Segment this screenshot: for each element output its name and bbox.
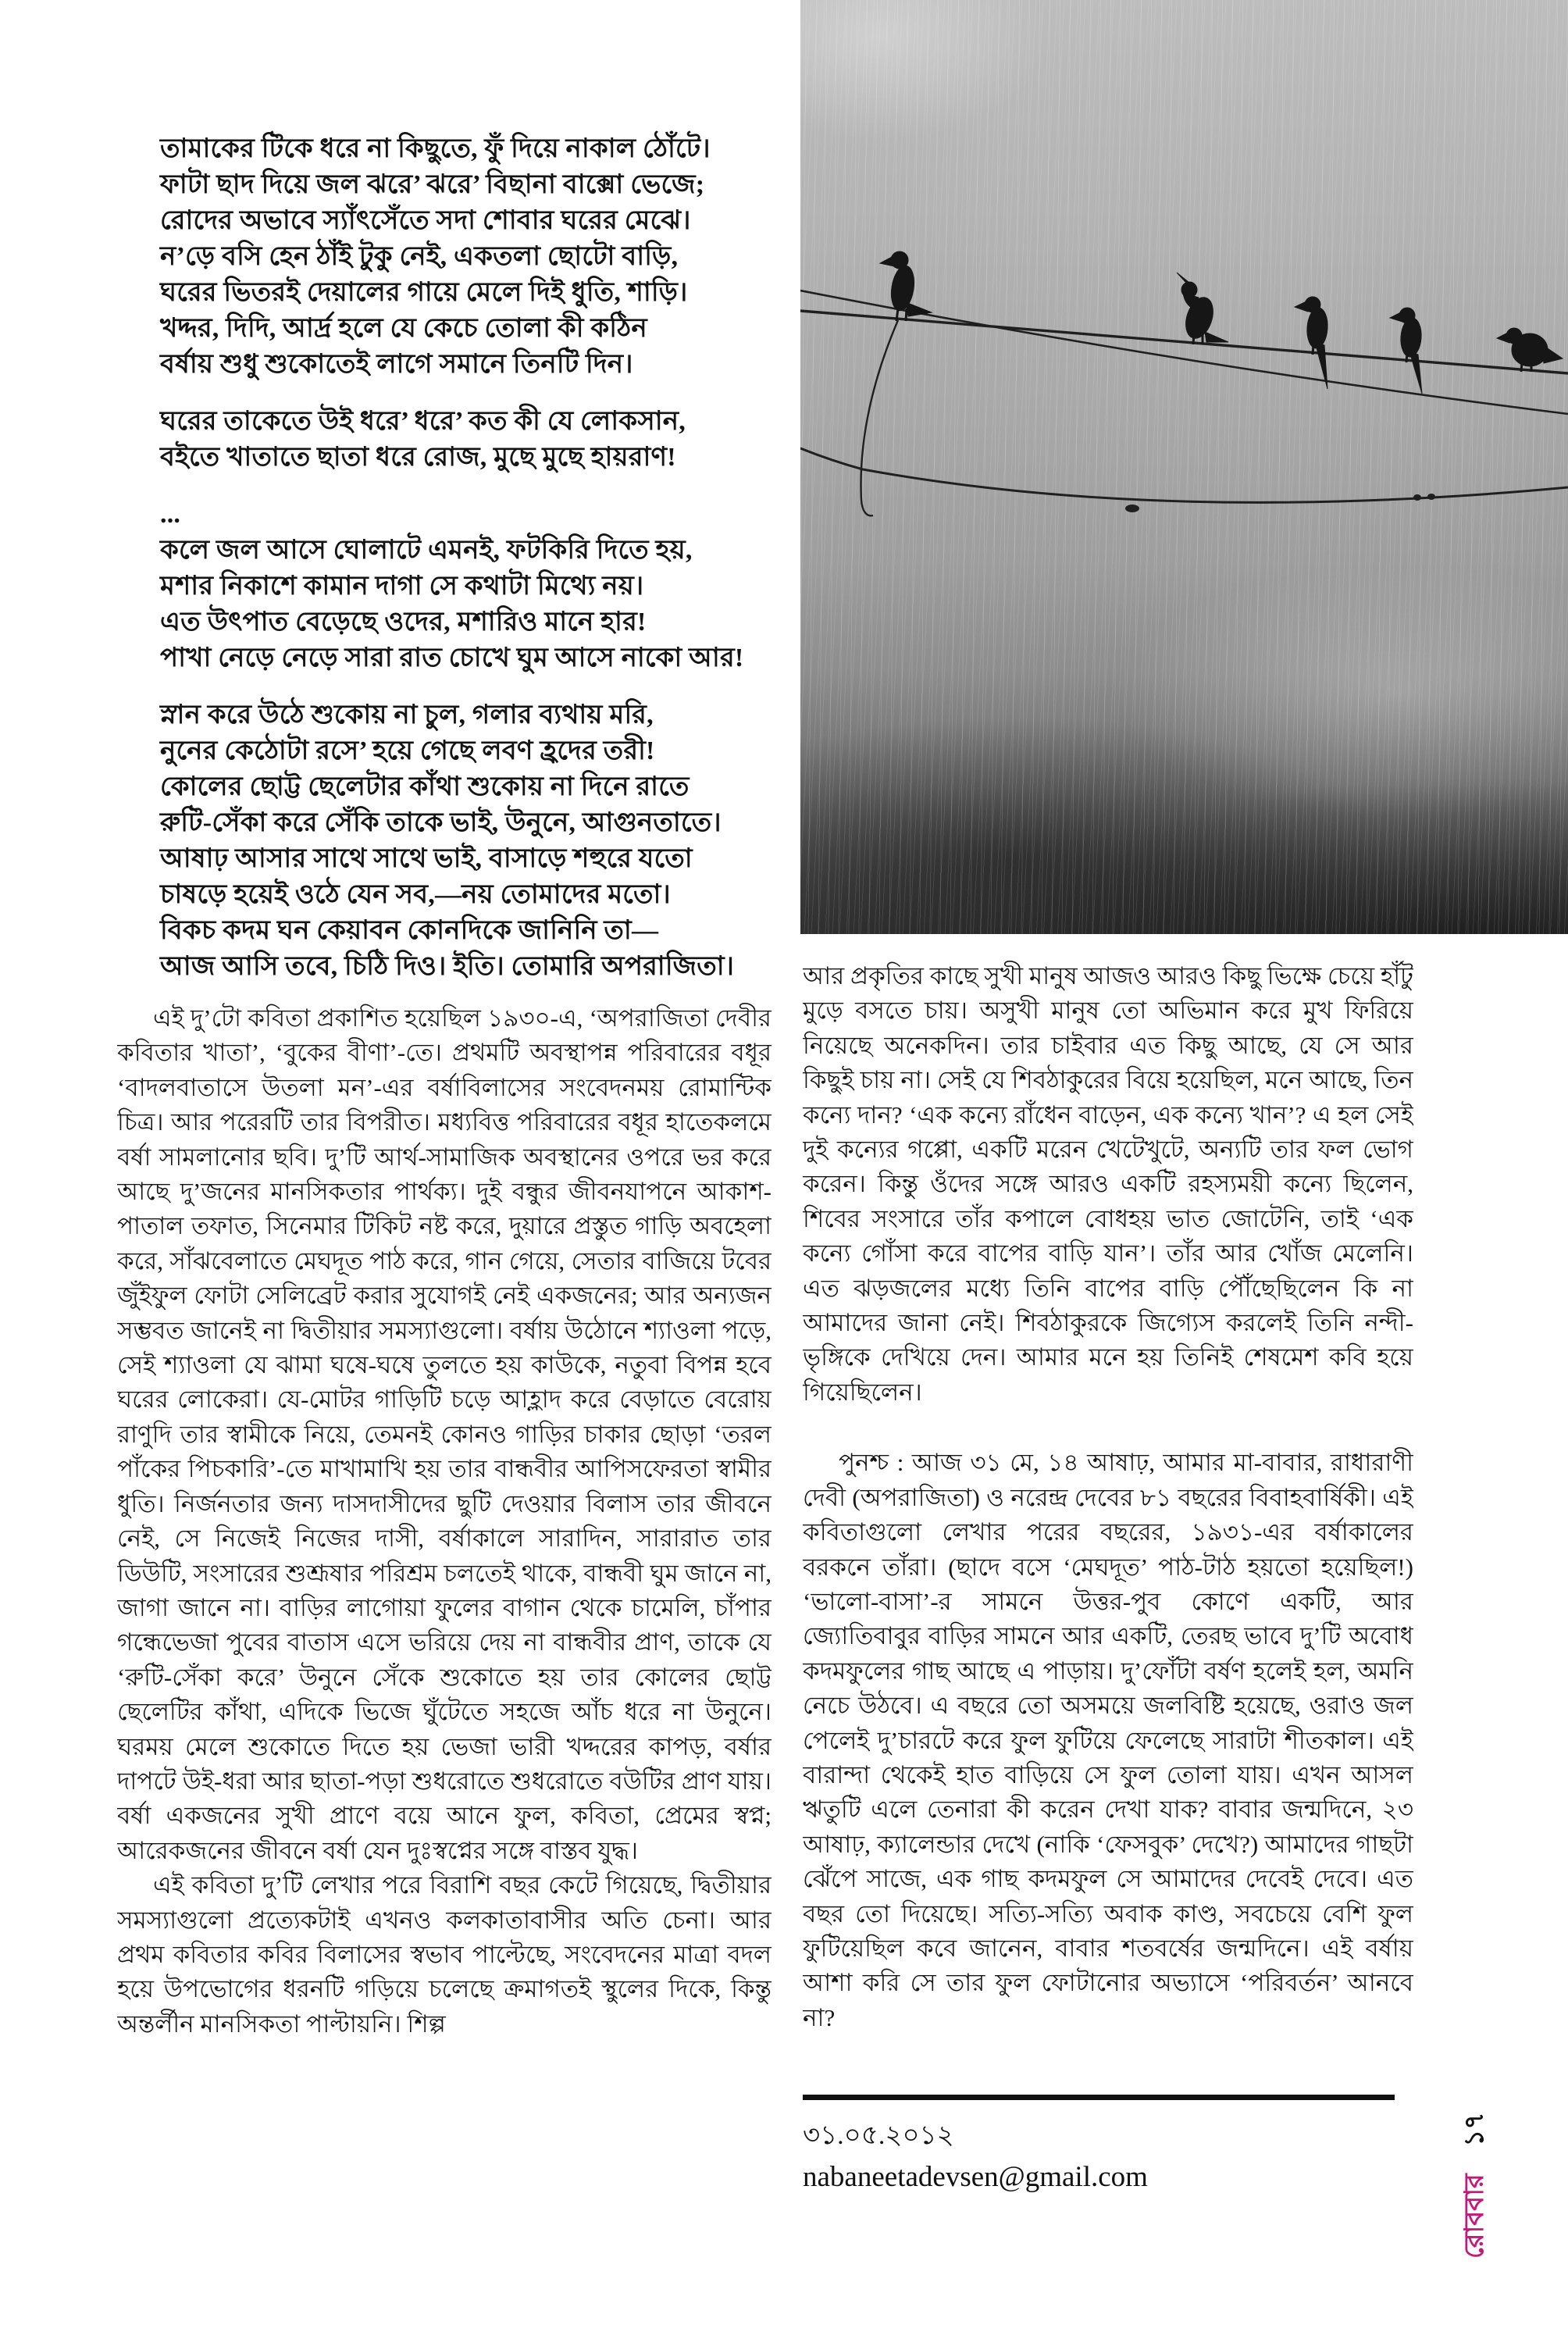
poem-stanza bbox=[160, 497, 744, 676]
poem-line: চাষড়ে হয়েই ওঠে যেন সব,—নয় তোমাদের মতো। bbox=[160, 880, 671, 909]
article-paragraph: এই দু’টো কবিতা প্রকাশিত হয়েছিল ১৯৩০-এ, ‘অপরাজিতা দেবীর কবিতার খাতা’, ‘বুকের বীণা’-তে। প্রথমটি অবস্থাপন্ন পরিবারের বধূর ‘বাদলবাতাসে উতলা মন’-এর বর্ষাবিলাসের সংবেদনময় রোমান্টিক চিত্র। আর পরেরটি তার বিপরীত। মধ্যবিত্ত পরিবারের বধূর হাতেকলমে বর্ষা সামলানোর ছবি। দু’টি আর্থ-সামাজিক অবস্থানের ওপরে ভর করে আছে দু’জনের মানসিকতার পার্থক্য। দুই বন্ধুর জীবনযাপনে আকাশ-পাতাল তফাত, সিনেমার টিকিট নষ্ট করে, দুয়ারে প্রস্তুত গাড়ি অবহেলা করে, সাঁঝবেলাতে মেঘদূত পাঠ করে, গান গেয়ে, সেতার বাজিয়ে টবের জুঁইফুল ফোটা সেলিব্রেট করার সুযোগই নেই একজনের; আর অন্যজন সম্ভবত জানেই না দ্বিতীয়ার সমস্যাগুলো। বর্ষায় উঠোনে শ্যাওলা পড়ে, সেই শ্যাওলা যে ঝামা ঘষে-ঘষে তুলতে হয় কাউকে, নতুবা বিপন্ন হবে ঘরের লোকেরা। যে-মোটর গাড়িটি চড়ে আহ্লাদ করে বেড়াতে বেরোয় রাণুদি তার স্বামীকে নিয়ে, তেমনই কোনও গাড়ির চাকার ছোড়া ‘তরল পাঁকের পিচকারি’-তে মাখামাখি হয় তার বান্ধবীর আপিসফেরতা স্বামীর ধুতি। নির্জনতার জন্য দাসদাসীদের ছুটি দেওয়ার বিলাস তার জীবনে নেই, সে নিজেই নিজের দাসী, বর্ষাকালে সারাদিন, সারারাত তার ডিউটি, সংসারের শুশ্রূষার পরিশ্রম চলতেই থাকে, বান্ধবী ঘুম জানে না, জাগা জানে না। বাড়ির লাগোয়া ফুলের বাগান থেকে চামেলি, চাঁপার গন্ধেভেজা পুবের বাতাস এসে ভরিয়ে দেয় না বান্ধবীর প্রাণ, তাকে যে ‘রুটি-সেঁকা করে’ উনুনে সেঁকে শুকোতে হয় তার কোলের ছোট্ট ছেলেটির কাঁথা, এদিকে ভিজে ঘুঁটেতে সহজে আঁচ ধরে না উনুনে। ঘরময় মেলে শুকোতে দিতে হয় ভেজা ভারী খদ্দরের কাপড়, বর্ষার দাপটে উই-ধরা আর ছাতা-পড়া শুধরোতে শুধরোতে বউটির প্রাণ যায়। বর্ষা একজনের সুখী প্রাণে বয়ে আনে ফুল, কবিতা, প্রেমের স্বপ্ন; আরেকজনের জীবনে বর্ষা যেন দুঃস্বপ্নের সঙ্গে বাস্তব যুদ্ধ। bbox=[117, 1004, 772, 1864]
wire-sag-bottom bbox=[800, 448, 1568, 502]
poem-line: ঘরের তাকেতে উই ধরে’ ধরে’ কত কী যে লোকসান, bbox=[160, 407, 686, 436]
article-column-left bbox=[117, 1001, 772, 2165]
poem-block bbox=[160, 131, 744, 1006]
poem-line: স্নান করে উঠে শুকোয় না চুল, গলার ব্যথায় মরি, bbox=[160, 701, 654, 729]
poem-line: কোলের ছোট্ট ছেলেটার কাঁথা শুকোয় না দিনে রাতে bbox=[160, 772, 690, 801]
crow-icon bbox=[1295, 297, 1329, 389]
poem-line: কলে জল আসে ঘোলাটে এমনই, ফটকিরি দিতে হয়, bbox=[160, 536, 693, 565]
crow-icon bbox=[1390, 308, 1423, 394]
wire-upper bbox=[800, 311, 1568, 373]
poem-line: পাখা নেড়ে নেড়ে সারা রাত চোখে ঘুম আসে নাকো আর! bbox=[160, 644, 744, 672]
poem-line: বইতে খাতাতে ছাতা ধরে রোজ, মুছে মুছে হায়রাণ! bbox=[160, 443, 676, 472]
poem-line: রোদের অভাবে স্যাঁৎসেঁতে সদা শোবার ঘরের মেঝে। bbox=[160, 206, 691, 235]
poem-line: রুটি-সেঁকা করে সেঁকি তাকে ভাই, উনুনে, আগুনতাতে। bbox=[160, 808, 722, 837]
article-column-right bbox=[803, 959, 1413, 2091]
magazine-edge-label bbox=[1454, 2113, 1499, 2259]
article-paragraph: এই কবিতা দু’টি লেখার পরে বিরাশি বছর কেটে গিয়েছে, দ্বিতীয়ার সমস্যাগুলো প্রত্যেকটাই এখনও কলকাতাবাসীর অতি চেনা। আর প্রথম কবিতার কবির বিলাসের স্বভাব পাল্টেছে, সংবেদনের মাত্রা বদল হয়ে উপভোগের ধরনটি গড়িয়ে চলেছে ক্রমাগতই স্থুলের দিকে, কিন্তু অন্তর্লীন মানসিকতা পাল্টায়নি। শিল্প bbox=[117, 1871, 772, 2038]
poem-line: ন’ড়ে বসি হেন ঠাঁই টুকু নেই, একতলা ছোটো বাড়ি, bbox=[160, 242, 679, 271]
poem-line: ... bbox=[160, 500, 181, 529]
poem-stanza bbox=[160, 697, 735, 985]
crows-on-wires-photo bbox=[800, 0, 1568, 934]
poem-stanza bbox=[160, 131, 722, 383]
article-paragraph: আর প্রকৃতির কাছে সুখী মানুষ আজও আরও কিছু ভিক্ষে চেয়ে হাঁটু মুড়ে বসতে চায়। অসুখী মানুষ তো অভিমান করে মুখ ফিরিয়ে নিয়েছে অনেকদিন। তার চাইবার এত কিছু আছে, যে সে আর কিছুই চায় না। সেই যে শিবঠাকুরের বিয়ে হয়েছিল, মনে আছে, তিন কন্যে দান? ‘এক কন্যে রাঁধেন বাড়েন, এক কন্যে খান’? এ হল সেই দুই কন্যের গপ্পো, একটি মরেন খেটেখুটে, অন্যটি তার ফল ভোগ করেন। কিন্তু ওঁদের সঙ্গে আরও একটি রহস্যময়ী কন্যে ছিলেন, শিবের সংসারে তাঁর কপালে বোধহয় ভাত জোটেনি, তাই ‘এক কন্যে গোঁসা করে বাপের বাড়ি যান’। তাঁর আর খোঁজ মেলেনি। এত ঝড়জলের মধ্যে তিনি বাপের বাড়ি পৌঁছেছিলেন কি না আমাদের জানা নেই। শিবঠাকুরকে জিগ্যেস করলেই তিনি নন্দী-ভৃঙ্গিকে দেখিয়ে দেন। আমার মনে হয় তিনিই শেষমেশ কবি হয়ে গিয়েছিলেন। bbox=[803, 962, 1413, 1406]
crow-icon bbox=[1497, 328, 1563, 372]
crow-icon bbox=[1177, 273, 1228, 344]
poem-line: ঘরের ভিতরই দেয়ালের গায়ে মেলে দিই ধুতি, শাড়ি। bbox=[160, 278, 688, 307]
poem-line: নুনের কেঠোটা রসে’ হয়ে গেছে লবণ হ্রদের তরী! bbox=[160, 736, 655, 765]
crows-photo-overlay bbox=[800, 0, 1568, 934]
poem-stanza bbox=[160, 404, 722, 476]
poem-line: তামাকের টিকে ধরে না কিছুতে, ফুঁ দিয়ে নাকাল ঠোঁটে। bbox=[160, 134, 711, 163]
poem-line: বিকচ কদম ঘন কেয়াবন কোনদিকে জানিনি তা— bbox=[160, 916, 659, 945]
crow-icon bbox=[880, 251, 932, 321]
poem-line: ফাটা ছাদ দিয়ে জল ঝরে’ ঝরে’ বিছানা বাক্সো ভেজে; bbox=[160, 170, 705, 199]
author-email[interactable]: nabaneetadevsen@gmail.com bbox=[803, 2161, 1148, 2193]
poem-line: বর্ষায় শুধু শুকোতেই লাগে সমানে তিনটি দিন। bbox=[160, 350, 633, 379]
poem-line: মশার নিকাশে কামান দাগা সে কথাটা মিথ্যে নয়। bbox=[160, 572, 644, 601]
poem-line: আজ আসি তবে, চিঠি দিও। ইতি। তোমারি অপরাজিতা। bbox=[160, 952, 735, 981]
poem-line: খদ্দর, দিদি, আর্দ্র হলে যে কেচে তোলা কী কঠিন bbox=[160, 314, 647, 343]
article-date: ৩১.০৫.২০১২ bbox=[803, 2121, 954, 2150]
footer-rule bbox=[803, 2095, 1395, 2100]
wire-drop bbox=[861, 320, 898, 515]
poem-line: আষাঢ় আসার সাথে সাথে ভাই, বাসাড়ে শহুরে যতো bbox=[160, 844, 693, 873]
poem-line: এত উৎপাত বেড়েছে ওদের, মশারিও মানে হার! bbox=[160, 608, 647, 637]
article-paragraph: পুনশ্চ : আজ ৩১ মে, ১৪ আষাঢ়, আমার মা-বাবার, রাধারাণী দেবী (অপরাজিতা) ও নরেন্দ্র দেবের ৮১ বছরের বিবাহবার্ষিকী। এই কবিতাগুলো লেখার পরের বছরের, ১৯৩১-এর বর্ষাকালের বরকনে তাঁরা। (ছাদে বসে ‘মেঘদূত’ পাঠ-টাঠ হয়তো হয়েছিল!) ‘ভালো-বাসা’-র সামনে উত্তর-পুব কোণে একটি, আর জ্যোতিবাবুর বাড়ির সামনে আর একটি, তেরছ ভাবে দু’টি অবোধ কদমফুলের গাছ আছে এ পাড়ায়। দু’ফোঁটা বর্ষণ হলেই হল, অমনি নেচে উঠবে। এ বছরে তো অসময়ে জলবিষ্টি হয়েছে, ওরাও জল পেলেই দু’চারটে করে ফুল ফুটিয়ে ফেলেছে সারাটা শীতকাল। এই বারান্দা থেকেই হাত বাড়িয়ে সে ফুল তোলা যায়। এখন আসল ঋতুটি এলে তেনারা কী করেন দেখা যাক? বাবার জন্মদিনে, ২৩ আষাঢ়, ক্যালেন্ডার দেখে (নাকি ‘ফেসবুক’ দেখে?) আমাদের গাছটা ঝেঁপে সাজে, এক গাছ কদমফুল সে আমাদের দেবেই দেবে। এত বছর তো দিয়েছে। সত্যি-সত্যি অবাক কাণ্ড, সবচেয়ে বেশি ফুল ফুটিয়েছিল কবে জানেন, বাবার শতবর্ষের জন্মদিনে। এই বর্ষায় আশা করি সে তার ফুল ফোটানোর অভ্যাসে ‘পরিবর্তন’ আনবে না? bbox=[803, 1449, 1413, 2031]
page-number: ১৭ bbox=[1460, 2112, 1489, 2147]
magazine-name: রোববার bbox=[1460, 2173, 1489, 2259]
